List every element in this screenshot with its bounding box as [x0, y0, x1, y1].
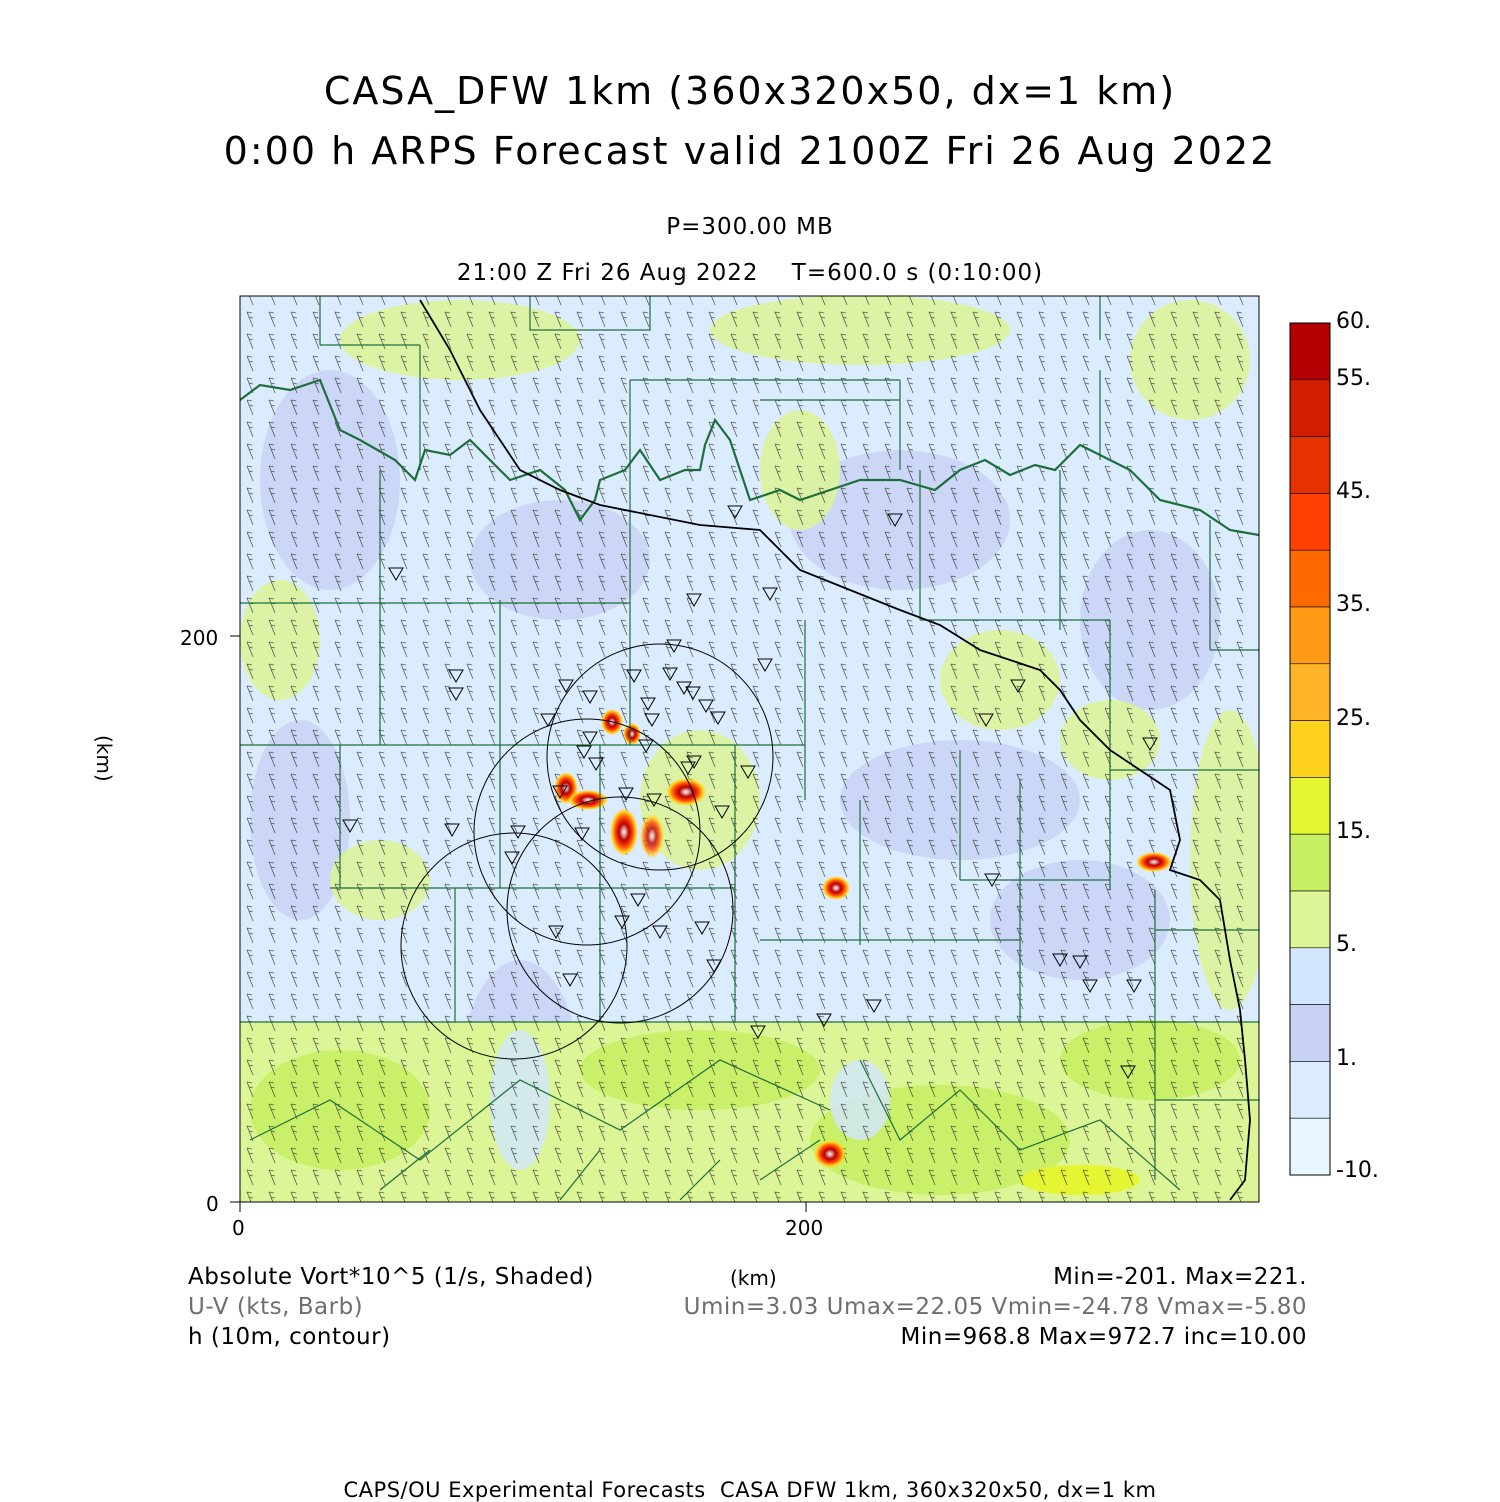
title-line-1: CASA_DFW 1km (360x320x50, dx=1 km) — [323, 69, 1177, 113]
colorbar-segment — [1290, 550, 1330, 607]
y-axis-label: (km) — [92, 735, 116, 782]
colorbar-label: 45. — [1336, 479, 1371, 504]
legend-field3-stats: Min=968.8 Max=972.7 inc=10.00 — [900, 1324, 1307, 1350]
colorbar-label: 25. — [1336, 706, 1371, 731]
legend-field2: U-V (kts, Barb) — [188, 1294, 364, 1320]
colorbar-segment — [1290, 1061, 1330, 1118]
colorbar-label: 5. — [1336, 932, 1357, 957]
colorbar-segment — [1290, 891, 1330, 948]
colorbar-segment — [1290, 1118, 1330, 1175]
colorbar-segment — [1290, 777, 1330, 834]
colorbar-segment — [1290, 721, 1330, 778]
x-axis-label: (km) — [730, 1266, 777, 1290]
colorbar-label: 35. — [1336, 592, 1371, 617]
y-tick-200: 200 — [180, 626, 219, 650]
colorbar-label: 55. — [1336, 366, 1371, 391]
colorbar-segment — [1290, 437, 1330, 494]
footer: CAPS/OU Experimental Forecasts CASA DFW 1km, 360x320x50, dx=1 km — [343, 1478, 1157, 1502]
colorbar-label: 15. — [1336, 819, 1371, 844]
colorbar — [1290, 323, 1330, 1175]
colorbar-segment — [1290, 323, 1330, 380]
legend-field1-stats: Min=-201. Max=221. — [1053, 1264, 1307, 1290]
colorbar-label: 60. — [1336, 309, 1371, 334]
y-tick-0: 0 — [206, 1192, 219, 1216]
pressure-level: P=300.00 MB — [666, 214, 834, 240]
colorbar-segment — [1290, 948, 1330, 1005]
colorbar-label: -10. — [1336, 1158, 1379, 1183]
colorbar-segment — [1290, 380, 1330, 437]
legend-field2-stats: Umin=3.03 Umax=22.05 Vmin=-24.78 Vmax=-5.80 — [683, 1294, 1307, 1320]
plot-area — [240, 295, 1270, 1202]
colorbar-segment — [1290, 664, 1330, 721]
colorbar-label: 1. — [1336, 1046, 1357, 1071]
colorbar-segment — [1290, 493, 1330, 550]
valid-time: 21:00 Z Fri 26 Aug 2022 T=600.0 s (0:10:00) — [456, 260, 1044, 286]
title-line-2: 0:00 h ARPS Forecast valid 2100Z Fri 26 Aug 2022 — [223, 129, 1277, 173]
x-tick-0: 0 — [232, 1216, 245, 1240]
colorbar-segment — [1290, 1005, 1330, 1062]
colorbar-segment — [1290, 834, 1330, 891]
legend-field1: Absolute Vort*10^5 (1/s, Shaded) — [188, 1264, 594, 1290]
legend-field3: h (10m, contour) — [188, 1324, 391, 1350]
x-tick-200: 200 — [785, 1216, 824, 1240]
colorbar-segment — [1290, 607, 1330, 664]
